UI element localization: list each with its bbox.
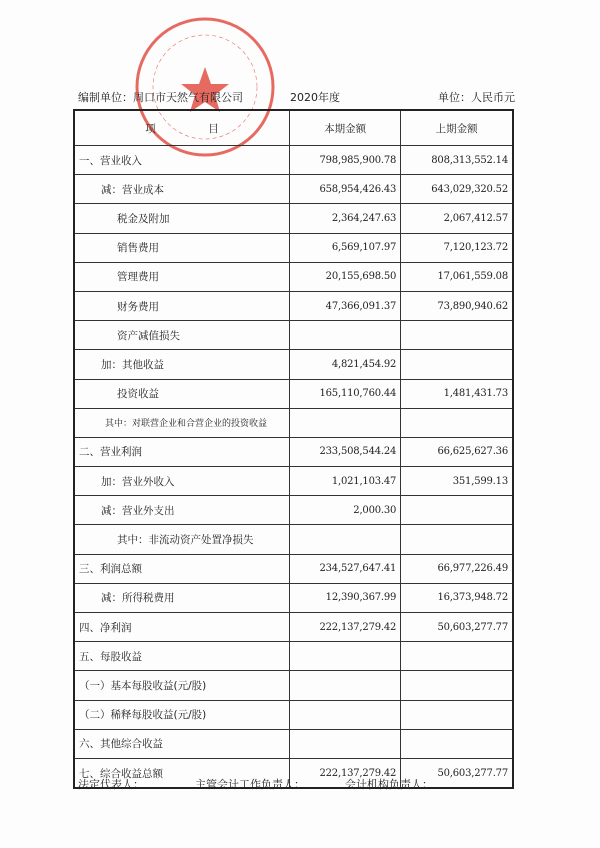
prior-amount: [401, 700, 513, 729]
current-amount: [289, 642, 400, 671]
table-row: [74, 496, 513, 525]
row-label: 六、其他综合收益: [74, 729, 289, 758]
row-label: （二）稀释每股收益(元/股): [74, 700, 289, 729]
row-label: 其中：对联营企业和合营企业的投资收益: [74, 408, 289, 437]
current-amount: 658,954,426.43: [289, 175, 400, 204]
current-amount: 6,569,107.97: [289, 233, 400, 262]
current-amount: 222,137,279.42: [289, 758, 400, 788]
prior-amount: 7,120,123.72: [401, 233, 513, 262]
row-label: 减：营业外支出: [74, 496, 289, 525]
table-row: [74, 554, 513, 583]
row-label: 投资收益: [74, 379, 289, 408]
current-amount: [289, 700, 400, 729]
row-label: 五、每股收益: [74, 642, 289, 671]
row-label: 减：所得税费用: [74, 583, 289, 612]
prior-amount: 1,481,431.73: [401, 379, 513, 408]
prior-amount: [401, 729, 513, 758]
table-row: [74, 467, 513, 496]
current-amount: 798,985,900.78: [289, 146, 400, 175]
current-amount: 12,390,367.99: [289, 583, 400, 612]
accounting-dept-head-label: 会计机构负责人：: [345, 778, 433, 791]
prior-amount: [401, 496, 513, 525]
prior-amount: [401, 642, 513, 671]
current-amount: 222,137,279.42: [289, 613, 400, 642]
table-row: [74, 525, 513, 554]
prior-amount: 66,977,226.49: [401, 554, 513, 583]
row-label: 四、净利润: [74, 613, 289, 642]
table-row: [74, 291, 513, 320]
current-amount: [289, 408, 400, 437]
table-row: [74, 175, 513, 204]
current-amount: 1,021,103.47: [289, 467, 400, 496]
row-label: 减：营业成本: [74, 175, 289, 204]
table-row: [74, 583, 513, 612]
table-row: [74, 146, 513, 175]
table-row: [74, 408, 513, 437]
current-amount: 20,155,698.50: [289, 262, 400, 291]
table-row: [74, 758, 513, 788]
table-row: [74, 262, 513, 291]
current-amount: 2,364,247.63: [289, 204, 400, 233]
prior-amount: [401, 350, 513, 379]
row-label: 一、营业收入: [74, 146, 289, 175]
row-label: 管理费用: [74, 262, 289, 291]
table-row: [74, 379, 513, 408]
table-row: [74, 613, 513, 642]
row-label: （一）基本每股收益(元/股): [74, 671, 289, 700]
current-amount: 233,508,544.24: [289, 437, 400, 466]
current-amount: 234,527,647.41: [289, 554, 400, 583]
table-row: [74, 321, 513, 350]
current-amount: 4,821,454.92: [289, 350, 400, 379]
row-label: 其中：非流动资产处置净损失: [74, 525, 289, 554]
table-row: [74, 437, 513, 466]
column-header-current: 本期金额: [289, 110, 400, 146]
table-row: [74, 642, 513, 671]
prior-amount: 17,061,559.08: [401, 262, 513, 291]
row-label: 二、营业利润: [74, 437, 289, 466]
prior-amount: 351,599.13: [401, 467, 513, 496]
row-label: 销售费用: [74, 233, 289, 262]
table-row: [74, 350, 513, 379]
prior-amount: 50,603,277.77: [401, 613, 513, 642]
table-row: [74, 700, 513, 729]
prior-amount: 643,029,320.52: [401, 175, 513, 204]
prior-amount: [401, 321, 513, 350]
period-label: 2020年度: [290, 91, 340, 104]
table-row: [74, 204, 513, 233]
row-label: 加：其他收益: [74, 350, 289, 379]
unit-label: 单位：人民币元: [438, 91, 515, 104]
accounting-head-label: 主管会计工作负责人：: [195, 778, 305, 791]
row-label: 加：营业外收入: [74, 467, 289, 496]
row-label: 七、综合收益总额: [74, 758, 289, 788]
income-statement-table: [73, 109, 514, 789]
prior-amount: 50,603,277.77: [401, 758, 513, 788]
row-label: 税金及附加: [74, 204, 289, 233]
current-amount: 47,366,091.37: [289, 291, 400, 320]
row-label: 资产减值损失: [74, 321, 289, 350]
row-label: 三、利润总额: [74, 554, 289, 583]
prior-amount: [401, 671, 513, 700]
prior-amount: [401, 525, 513, 554]
prior-amount: [401, 408, 513, 437]
current-amount: [289, 671, 400, 700]
prior-amount: 16,373,948.72: [401, 583, 513, 612]
table-row: [74, 671, 513, 700]
current-amount: [289, 525, 400, 554]
prior-amount: 808,313,552.14: [401, 146, 513, 175]
compiler-label: 编制单位：周口市天然气有限公司: [78, 91, 243, 104]
table-row: [74, 233, 513, 262]
column-header-prior: 上期金额: [401, 110, 513, 146]
current-amount: [289, 321, 400, 350]
current-amount: 165,110,760.44: [289, 379, 400, 408]
row-label: 财务费用: [74, 291, 289, 320]
legal-rep-label: 法定代表人：: [78, 778, 144, 791]
table-row: [74, 729, 513, 758]
prior-amount: 2,067,412.57: [401, 204, 513, 233]
column-header-item: 项 目: [74, 110, 289, 146]
prior-amount: 66,625,627.36: [401, 437, 513, 466]
current-amount: [289, 729, 400, 758]
prior-amount: 73,890,940.62: [401, 291, 513, 320]
current-amount: 2,000.30: [289, 496, 400, 525]
